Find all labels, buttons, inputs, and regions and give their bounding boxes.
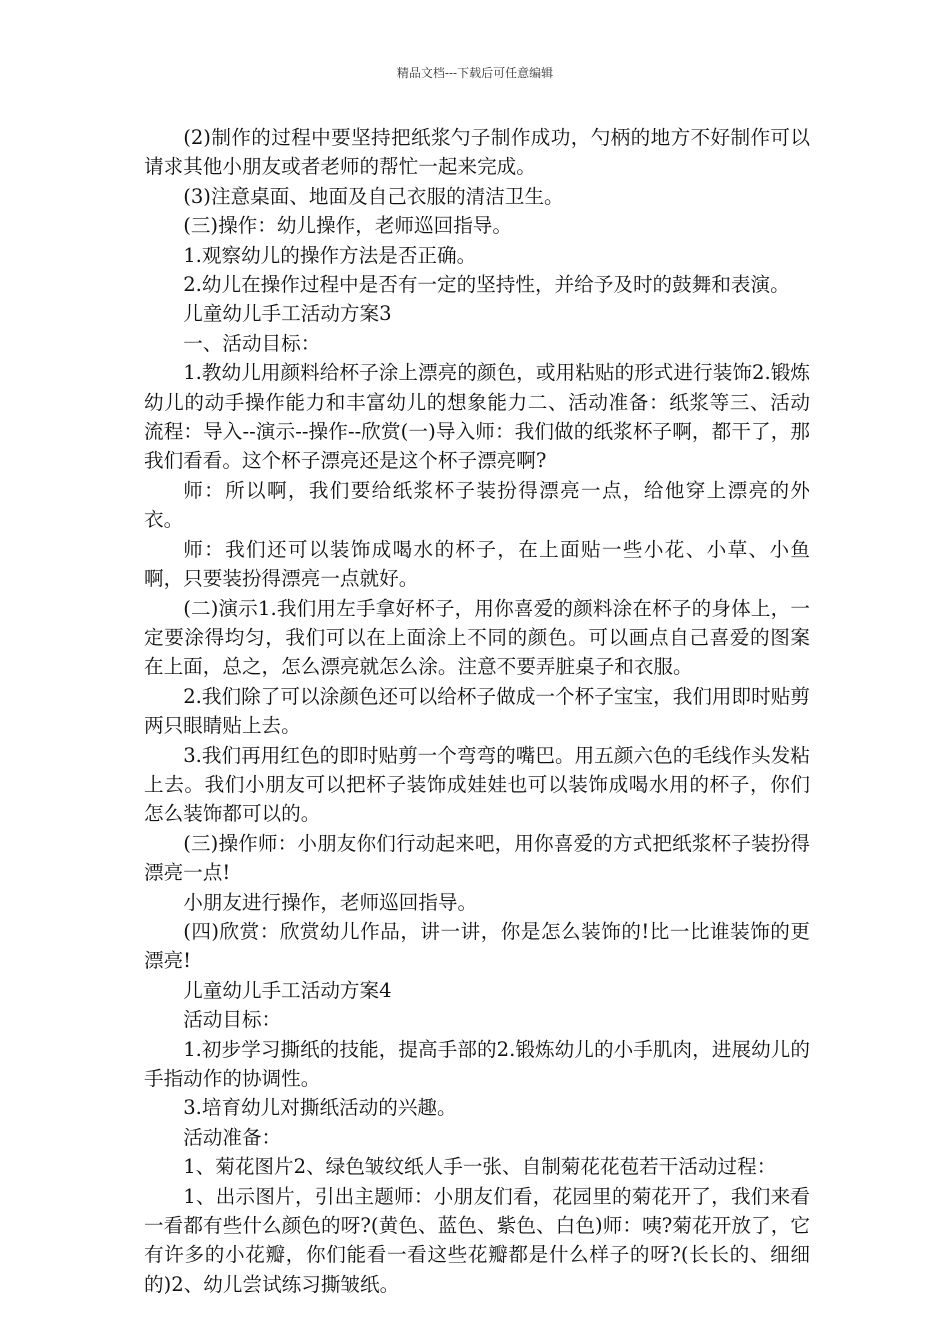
paragraph: 3.培育幼儿对撕纸活动的兴趣。 [183,1096,457,1120]
paragraph: 1.观察幼儿的操作方法是否正确。 [183,243,477,267]
paragraph: 师：我们还可以装饰成喝水的杯子，在上面贴一些小花、小草、小鱼啊，只要装扮得漂亮一点就好。 [144,537,810,591]
section-heading: 活动目标： [183,1008,282,1032]
paragraph: (四)欣赏：欣赏幼儿作品，讲一讲，你是怎么装饰的!比一比谁装饰的更漂亮! [144,919,810,973]
section-title: 儿童幼儿手工活动方案3 [183,302,392,326]
paragraph: 师：所以啊，我们要给纸浆杯子装扮得漂亮一点，给他穿上漂亮的外衣。 [144,478,810,532]
page-header: 精品文档---下载后可任意编辑 [396,66,554,80]
paragraph: (3)注意桌面、地面及自己衣服的清洁卫生。 [183,184,564,208]
section-heading: 一、活动目标： [183,331,321,355]
document-body [144,123,810,1299]
paragraph: 3.我们再用红色的即时贴剪一个弯弯的嘴巴。用五颜六色的毛线作头发粘上去。我们小朋友可以把杯子装饰成娃娃也可以装饰成喝水用的杯子，你们怎么装饰都可以的。 [144,743,810,826]
paragraph: 1.教幼儿用颜料给杯子涂上漂亮的颜色，或用粘贴的形式进行装饰2.锻炼幼儿的动手操作能力和丰富幼儿的想象能力二、活动准备：纸浆等三、活动流程：导入--演示--操作--欣赏(一)导入师：我们做的纸浆杯子啊，都干了，那我们看看。这个杯子漂亮还是这个杯子漂亮啊? [144,361,810,473]
paragraph: (三)操作师：小朋友你们行动起来吧，用你喜爱的方式把纸浆杯子装扮得漂亮一点! [144,831,810,885]
paragraph: (三)操作：幼儿操作，老师巡回指导。 [183,214,512,238]
paragraph: 1、出示图片，引出主题师：小朋友们看，花园里的菊花开了，我们来看一看都有些什么颜色的呀?(黄色、蓝色、紫色、白色)师：咦?菊花开放了，它有许多的小花瓣，你们能看一看这些花瓣都是什么样子的呀?(长长的、细细的)2、幼儿尝试练习撕皱纸。 [144,1184,810,1296]
paragraph: 2.幼儿在操作过程中是否有一定的坚持性，并给予及时的鼓舞和表演。 [183,273,790,297]
paragraph: 小朋友进行操作，老师巡回指导。 [183,890,478,914]
paragraph: 2.我们除了可以涂颜色还可以给杯子做成一个杯子宝宝，我们用即时贴剪两只眼睛贴上去。 [144,684,810,738]
section-title: 儿童幼儿手工活动方案4 [183,978,392,1002]
paragraph: (2)制作的过程中要坚持把纸浆勺子制作成功，勺柄的地方不好制作可以请求其他小朋友或者老师的帮忙一起来完成。 [144,126,810,179]
paragraph: (二)演示1.我们用左手拿好杯子，用你喜爱的颜料涂在杯子的身体上，一定要涂得均匀，我们可以在上面涂上不同的颜色。可以画点自己喜爱的图案在上面，总之，怎么漂亮就怎么涂。注意不要弄脏桌子和衣服。 [144,596,810,679]
section-heading: 活动准备： [183,1125,282,1149]
paragraph: 1、菊花图片2、绿色皱纹纸人手一张、自制菊花花苞若干活动过程： [183,1155,777,1179]
paragraph: 1.初步学习撕纸的技能，提高手部的2.锻炼幼儿的小手肌肉，进展幼儿的手指动作的协调性。 [144,1037,810,1090]
